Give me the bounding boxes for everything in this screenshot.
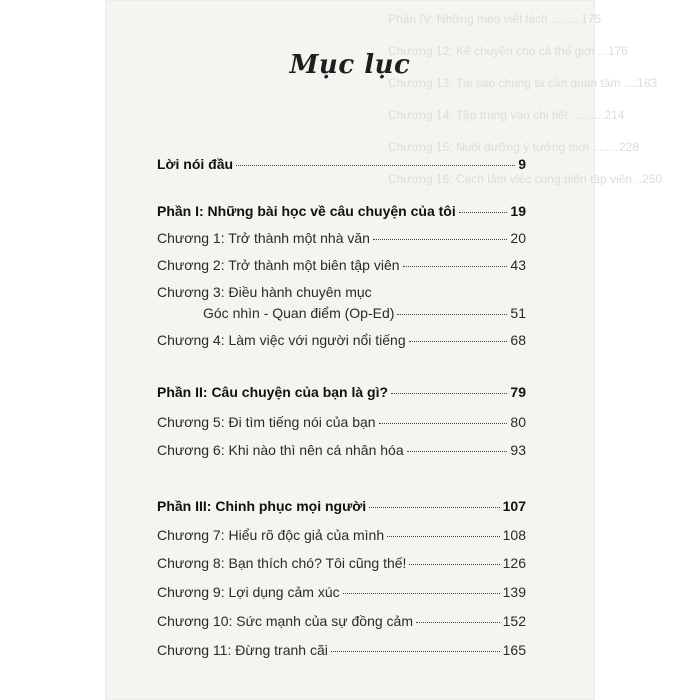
leader-dots — [387, 536, 500, 537]
leader-dots — [373, 239, 507, 240]
toc-entry-label: Phần III: Chinh phục mọi người — [157, 498, 367, 514]
toc-entry-page: 20 — [510, 230, 526, 246]
toc-entry-page: 126 — [502, 555, 526, 571]
toc-entry-label: Chương 8: Bạn thích chó? Tôi cũng thế! — [157, 555, 407, 571]
toc-entry — [157, 584, 526, 601]
leader-dots — [369, 507, 500, 508]
leader-dots — [236, 165, 515, 166]
toc-entry-label: Chương 11: Đừng tranh cãi — [157, 642, 328, 658]
leader-dots — [407, 451, 508, 452]
toc-entry-label: Chương 5: Đi tìm tiếng nói của bạn — [157, 414, 376, 430]
toc-entry-page: 19 — [510, 203, 526, 219]
toc-entry — [157, 156, 526, 173]
toc-entry — [157, 527, 526, 544]
toc-part-heading — [157, 498, 526, 515]
toc-entry-page: 107 — [502, 498, 526, 514]
toc-part-heading — [157, 203, 526, 220]
toc-entry-label: Chương 7: Hiểu rõ độc giả của mình — [157, 527, 385, 543]
show-through-text: Chương 14: Tập trung vào chi tiết ..........214 — [388, 108, 625, 122]
leader-dots — [343, 593, 500, 594]
toc-entry — [157, 613, 526, 630]
toc-entry-page: 9 — [518, 156, 526, 172]
toc-entry-label: Phần I: Những bài học về câu chuyện của tôi — [157, 203, 456, 219]
leader-dots — [397, 314, 507, 315]
toc-entry-page: 51 — [510, 305, 526, 321]
leader-dots — [391, 393, 507, 394]
toc-entry — [157, 230, 526, 247]
leader-dots — [416, 622, 500, 623]
toc-entry — [157, 642, 526, 659]
page-title: Mục lục — [289, 50, 411, 80]
toc-entry-label: Chương 3: Điều hành chuyên mục — [157, 284, 372, 300]
toc-entry-label-continued: Góc nhìn - Quan điểm (Op-Ed) — [203, 305, 395, 321]
toc-entry-page: 79 — [510, 384, 526, 400]
toc-entry-page: 43 — [510, 257, 526, 273]
leader-dots — [409, 341, 508, 342]
toc-entry-label: Lời nói đầu — [157, 156, 234, 172]
toc-part-heading — [157, 384, 526, 401]
toc-entry — [157, 332, 526, 349]
leader-dots — [379, 423, 508, 424]
leader-dots — [331, 651, 500, 652]
toc-entry — [157, 414, 526, 431]
show-through-text: Chương 12: Kể chuyện cho cả thế giới ...176 — [388, 44, 628, 58]
toc-entry-label: Phần II: Câu chuyện của bạn là gì? — [157, 384, 389, 400]
toc-entry-page: 80 — [510, 414, 526, 430]
toc-entry-page: 165 — [502, 642, 526, 658]
toc-entry — [157, 257, 526, 274]
toc-entry-page: 108 — [502, 527, 526, 543]
toc-entry-label: Chương 6: Khi nào thì nên cá nhân hóa — [157, 442, 404, 458]
leader-dots — [403, 266, 508, 267]
toc-entry-page: 139 — [502, 584, 526, 600]
show-through-text: Phần IV: Những mẹo viết lách ........ 175 — [388, 12, 602, 26]
toc-entry-label: Chương 1: Trở thành một nhà văn — [157, 230, 370, 246]
show-through-text: Chương 13: Tại sao chúng ta cần quan tâm ....183 — [388, 76, 658, 90]
toc-entry — [157, 442, 526, 459]
toc-entry-label: Chương 4: Làm việc với người nổi tiếng — [157, 332, 406, 348]
toc-entry — [203, 305, 526, 322]
toc-entry-label: Chương 10: Sức mạnh của sự đồng cảm — [157, 613, 413, 629]
toc-entry-page: 152 — [502, 613, 526, 629]
toc-entry-page: 68 — [510, 332, 526, 348]
toc-entry-label: Chương 9: Lợi dụng cảm xúc — [157, 584, 340, 600]
leader-dots — [409, 564, 499, 565]
toc-entry — [157, 555, 526, 572]
toc-entry-label: Chương 2: Trở thành một biên tập viên — [157, 257, 400, 273]
leader-dots — [459, 212, 508, 213]
show-through-text: Chương 16: Cách làm việc cùng biên tập viên ..250 — [388, 172, 663, 186]
toc-entry-page: 93 — [510, 442, 526, 458]
show-through-text: Chương 15: Nuôi dưỡng ý tưởng mới ........228 — [388, 140, 640, 154]
